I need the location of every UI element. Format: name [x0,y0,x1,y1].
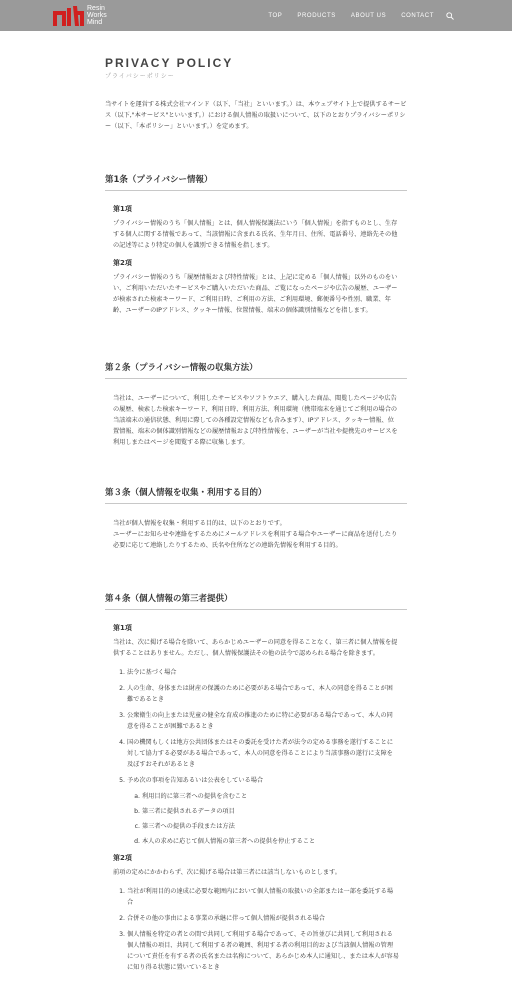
logo-line-resin: Resin [87,5,105,12]
intro-text: 当サイトを運営する株式会社マインド（以下、「当社」といいます。）は、本ウェブサイト上で提供するサービス（以下,"本サービス"といいます。）における個人情報の取扱いについて、以下のとおりプライバシーポリシー（以下、「本ポリシー」といいます。）を定めます。 [105,101,407,130]
list-item [127,775,399,847]
sublist-item: c. 第三者への提供の手段または方法 [142,821,399,832]
list-item: 2. 人の生命、身体または財産の保護のために必要がある場合であって、本人の同意を得ることが困難であるとき [127,683,399,705]
list-item: 1. 法令に基づく場合 [127,667,399,678]
article-4-item-1-text: 当社は、次に掲げる場合を除いて、あらかじめユーザーの同意を得ることなく、第三者に個人情報を提供することはありません。ただし、個人情報保護法その他の法令で認められる場合を除きます。 [113,639,398,657]
page-title: PRIVACY POLICY [105,56,234,70]
article-4 [105,593,407,978]
article-1-item-1-label: 第1項 [113,205,132,213]
sublist-item: d. 本人の求めに応じて個人情報の第三者への提供を停止すること [142,836,399,847]
logo-line-mind: Mind [87,19,103,26]
article-3-line-1: 当社が個人情報を収集・利用する目的は、以下のとおりです。 [113,520,286,527]
search-icon[interactable] [446,11,456,21]
page-subtitle: プライバシーポリシー [105,73,175,80]
page-content [105,56,407,971]
article-4-item-2-label: 第2項 [113,854,132,862]
article-4-item-2-list [113,886,399,973]
article-1-title: 第1条（プライバシー情報） [105,174,407,191]
list-item: 3. 公衆衛生の向上または児童の健全な育成の推進のために特に必要がある場合であって、本人の同意を得ることが困難であるとき [127,710,399,732]
nav-about-us[interactable]: ABOUT US [350,12,387,19]
nav-products[interactable]: PRODUCTS [297,12,336,19]
article-2-body [105,393,407,448]
logo-line-works: Works [87,12,107,19]
site-header [0,0,512,31]
article-1-body [105,204,407,316]
article-3-title: 第３条（個人情報を収集・利用する目的） [105,487,407,504]
article-4-item-2-text: 前項の定めにかかわらず、次に掲げる場合は第三者には該当しないものとします。 [113,869,341,876]
article-3 [105,487,407,551]
list-item: 2. 合併その他の事由による事業の承継に伴って個人情報が提供される場合 [127,913,399,924]
article-1-item-2-text: プライバシー情報のうち「履歴情報および特性情報」とは、上記に定める「個人情報」以外のものをいい、ご利用いただいたサービスやご購入いただいた商品、ご覧になったページや広告の履歴、ユーザーが検索された検索キーワード、ご利用日時、ご利用の方法、ご利用環境、郵便番号や性別、職業、年齢、ユーザーのIPアドレス、クッキー情報、位置情報、端末の個体識別情報などを指します。 [113,274,398,314]
sublist-item: b. 第三者に提供されるデータの項目 [142,806,399,817]
article-2 [105,362,407,448]
logo[interactable] [53,4,107,27]
nav-contact[interactable]: CONTACT [401,12,434,19]
logo-mark [53,6,85,26]
logo-text [87,5,107,26]
article-2-text: 当社は、ユーザーについて、利用したサービスやソフトウエア、購入した商品、閲覧したページや広告の履歴、検索した検索キーワード、利用日時、利用方法、利用環境（携帯端末を通じてご利用の場合の当該端末の通信状態、利用に際しての各種設定情報なども含みます）、IPアドレス、クッキー情報、位置情報、端末の個体識別情報などの履歴情報および特性情報を、ユーザーが当社や提携先のサービスを利用しまたはページを閲覧する際に収集します。 [113,395,398,446]
list-item: 1. 当社が利用目的の達成に必要な範囲内において個人情報の取扱いの全部または一部を委託する場合 [127,886,399,908]
article-4-title: 第４条（個人情報の第三者提供） [105,593,407,610]
sublist-item: a. 利用目的に第三者への提供を含むこと [142,791,399,802]
article-1-item-2-label: 第2項 [113,259,132,267]
article-3-line-2: ユーザーにお知らせや連絡をするためにメールアドレスを利用する場合やユーザーに商品を送付したり必要に応じて連絡したりするため、氏名や住所などの連絡先情報を利用する目的。 [113,531,398,549]
article-4-body [105,623,407,973]
list-item: 4. 国の機関もしくは地方公共団体またはその委託を受けた者が法令の定める事務を遂行することに対して協力する必要がある場合であって、本人の同意を得ることにより当該事務の遂行に支障を及ぼすおそれがあるとき [127,737,399,770]
list-item: 3. 個人情報を特定の者との間で共同して利用する場合であって、その旨並びに共同して利用される個人情報の項目、共同して利用する者の範囲、利用する者の利用目的および当該個人情報の管理について責任を有する者の氏名または名称について、あらかじめ本人に通知し、または本人が容易に知り得る状態に置いているとき [127,929,399,973]
list-item-text: 予め次の事項を告知あるいは公表をしている場合 [127,777,264,784]
article-1 [105,174,407,316]
nav-top[interactable]: TOP [268,12,283,19]
article-4-sublist [127,791,399,847]
article-1-item-1-text: プライバシー情報のうち「個人情報」とは、個人情報保護法にいう「個人情報」を指すものとし、生存する個人に関する情報であって、当該情報に含まれる氏名、生年月日、住所、電話番号、連絡先その他の記述等により特定の個人を識別できる情報を指します。 [113,220,398,249]
article-4-item-1-list [113,667,399,847]
article-2-title: 第２条（プライバシー情報の収集方法） [105,362,407,379]
article-3-body [105,518,407,551]
main-nav [253,0,456,31]
article-4-item-1-label: 第1項 [113,624,132,632]
